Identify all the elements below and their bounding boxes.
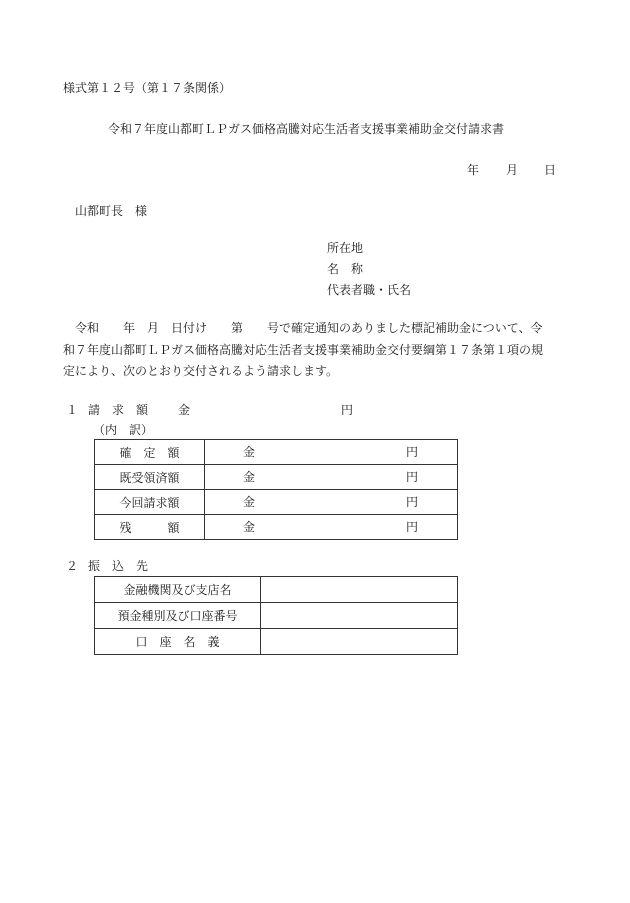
document-title: 令和７年度山都町ＬＰガス価格高騰対応生活者支援事業補助金交付請求書 — [108, 122, 505, 136]
bank-table — [94, 576, 458, 655]
row-label: 確 定 額 — [95, 440, 205, 465]
table-row — [95, 440, 458, 465]
amount-cell[interactable] — [205, 440, 458, 465]
yen-label: 円 — [406, 445, 419, 459]
kin-label: 金 — [243, 495, 256, 509]
table-row — [95, 465, 458, 490]
row-label: 口 座 名 義 — [95, 629, 261, 655]
table-row — [95, 577, 458, 603]
name-label: 名 称 — [327, 262, 364, 276]
form-number: 様式第１２号（第１７条関係） — [63, 81, 232, 95]
amount-cell[interactable] — [205, 490, 458, 515]
table-row — [95, 490, 458, 515]
yen-label: 円 — [406, 520, 419, 534]
date-year-label: 年 — [467, 163, 480, 177]
table-row — [95, 515, 458, 540]
breakdown-label: （内 訳） — [93, 423, 154, 437]
row-label: 金融機関及び支店名 — [95, 577, 261, 603]
body-line-3: 定により、次のとおり交付されるよう請求します。 — [63, 364, 339, 378]
breakdown-table — [94, 439, 458, 540]
section1-yen: 円 — [341, 403, 354, 417]
section1-number: １ — [66, 403, 79, 417]
section2-label: 振 込 先 — [88, 559, 149, 573]
kin-label: 金 — [243, 520, 256, 534]
row-label: 残 額 — [95, 515, 205, 540]
table-row — [95, 629, 458, 655]
section1-label: 請 求 額 — [88, 403, 149, 417]
date-month-label: 月 — [506, 163, 519, 177]
kin-label: 金 — [243, 445, 256, 459]
row-label: 今回請求額 — [95, 490, 205, 515]
addressee: 山都町長 様 — [75, 204, 148, 218]
account-holder-field[interactable] — [261, 629, 458, 655]
address-label: 所在地 — [327, 241, 364, 255]
account-number-field[interactable] — [261, 603, 458, 629]
bank-branch-field[interactable] — [261, 577, 458, 603]
representative-label: 代表者職・氏名 — [327, 283, 412, 297]
yen-label: 円 — [406, 470, 419, 484]
table-row — [95, 603, 458, 629]
amount-cell[interactable] — [205, 465, 458, 490]
row-label: 預金種別及び口座番号 — [95, 603, 261, 629]
amount-cell[interactable] — [205, 515, 458, 540]
body-line-2: 和７年度山都町ＬＰガス価格高騰対応生活者支援事業補助金交付要綱第１７条第１項の規 — [63, 343, 544, 357]
date-day-label: 日 — [544, 163, 557, 177]
kin-label: 金 — [243, 470, 256, 484]
yen-label: 円 — [406, 495, 419, 509]
section2-number: ２ — [66, 559, 79, 573]
section1-kin: 金 — [178, 403, 191, 417]
body-line-1: 令和 年 月 日付け 第 号で確定通知のありました標記補助金について、令 — [75, 321, 543, 335]
row-label: 既受領済額 — [95, 465, 205, 490]
